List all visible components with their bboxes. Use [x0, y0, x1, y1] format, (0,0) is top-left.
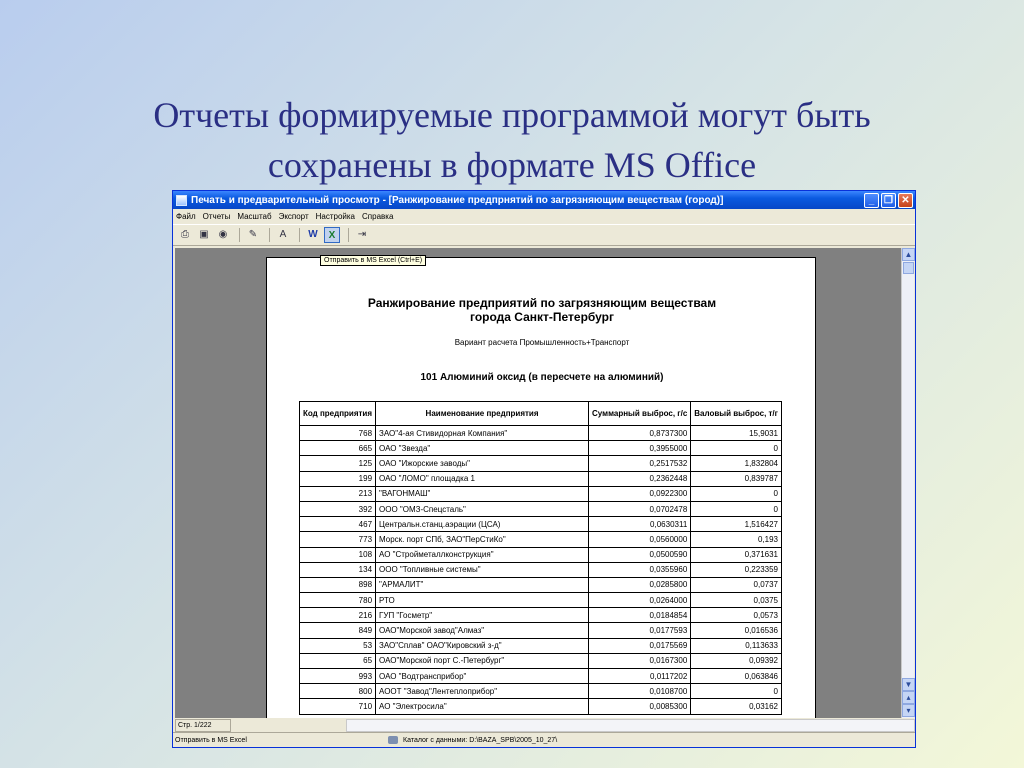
- cell-code: 898: [300, 577, 376, 592]
- preview-window: [172, 190, 916, 748]
- report-substance: 101 Алюминий оксид (в пересчете на алюминий): [420, 372, 664, 383]
- table-row: [300, 471, 782, 486]
- cell-code: 710: [300, 699, 376, 714]
- minimize-button[interactable]: _: [864, 193, 879, 208]
- cell-total: 0,0085300: [589, 699, 691, 714]
- table-row: [300, 426, 782, 441]
- cell-gross: 0,113633: [691, 638, 782, 653]
- cell-gross: 0,016536: [691, 623, 782, 638]
- cell-gross: 0: [691, 501, 782, 516]
- database-icon: [388, 736, 398, 744]
- cell-name: РТО: [376, 593, 589, 608]
- table-row: [300, 699, 782, 714]
- cell-gross: 0,0375: [691, 593, 782, 608]
- table-row: [300, 501, 782, 516]
- cell-name: "ВАГОНМАШ": [376, 486, 589, 501]
- toolbar: [173, 224, 915, 246]
- cell-name: ООО "ОМЗ-Спецсталь": [376, 501, 589, 516]
- col-header-code: Код предприятия: [300, 402, 376, 426]
- binoculars-icon[interactable]: ◉: [218, 229, 228, 240]
- slide-title-line2: сохранены в формате MS Office: [267, 145, 757, 185]
- menu-help[interactable]: Справка: [362, 212, 394, 221]
- cell-code: 993: [300, 669, 376, 684]
- cell-total: 0,0177593: [589, 623, 691, 638]
- menu-reports[interactable]: Отчеты: [202, 212, 231, 221]
- table-row: [300, 486, 782, 501]
- menu-file[interactable]: Файл: [176, 212, 196, 221]
- excel-export-icon[interactable]: X: [324, 227, 340, 243]
- status-catalog: [388, 736, 557, 744]
- col-header-total: Суммарный выброс, г/с: [589, 402, 691, 426]
- cell-gross: 0,839787: [691, 471, 782, 486]
- cell-name: ОАО"Морской порт С.-Петербург": [376, 653, 589, 668]
- report-page: [266, 257, 816, 718]
- cell-total: 0,0702478: [589, 501, 691, 516]
- cell-code: 216: [300, 608, 376, 623]
- cell-code: 665: [300, 441, 376, 456]
- cell-name: ЗАО"4-ая Стивидорная Компания": [376, 426, 589, 441]
- close-button[interactable]: ✕: [898, 193, 913, 208]
- toolbar-separator: [348, 228, 349, 242]
- cell-total: 0,8737300: [589, 426, 691, 441]
- exit-icon[interactable]: ⇥: [357, 229, 367, 240]
- cell-code: 800: [300, 684, 376, 699]
- status-hint: Отправить в MS Excel: [175, 736, 247, 744]
- table-row: [300, 441, 782, 456]
- cell-total: 0,3955000: [589, 441, 691, 456]
- cell-name: АО "Электросила": [376, 699, 589, 714]
- table-row: [300, 547, 782, 562]
- menubar: [173, 209, 915, 224]
- report-variant: Вариант расчета Промышленность+Транспорт: [454, 338, 630, 347]
- window-title: Печать и предварительный просмотр - [Ранжирование предпрнятий по загрязняющим веществам (город)]: [191, 194, 724, 206]
- cell-gross: 0,063846: [691, 669, 782, 684]
- report-title-line2: города Санкт-Петербург: [469, 310, 615, 324]
- cell-total: 0,0630311: [589, 517, 691, 532]
- report-table: [299, 401, 782, 715]
- cell-code: 125: [300, 456, 376, 471]
- cell-gross: 0,03162: [691, 699, 782, 714]
- cell-gross: 0,223359: [691, 562, 782, 577]
- cell-name: ОАО "Ижорские заводы": [376, 456, 589, 471]
- excel-tooltip: Отправить в MS Excel (Ctrl+E): [320, 255, 426, 266]
- preview-area[interactable]: [175, 248, 901, 718]
- cell-total: 0,0500590: [589, 547, 691, 562]
- font-icon[interactable]: A: [279, 229, 287, 240]
- page-up-button[interactable]: ▴: [902, 691, 915, 704]
- cell-gross: 15,9031: [691, 426, 782, 441]
- cell-total: 0,0560000: [589, 532, 691, 547]
- cell-gross: 0,0573: [691, 608, 782, 623]
- cell-name: ОАО "Звезда": [376, 441, 589, 456]
- cell-gross: 0,193: [691, 532, 782, 547]
- cell-name: Центральн.станц.аэрации (ЦСА): [376, 517, 589, 532]
- table-row: [300, 577, 782, 592]
- cell-name: ООО "Топливные системы": [376, 562, 589, 577]
- table-row: [300, 593, 782, 608]
- app-icon: [176, 195, 187, 206]
- cell-name: ОАО "ЛОМО" площадка 1: [376, 471, 589, 486]
- table-row: [300, 684, 782, 699]
- cell-code: 65: [300, 653, 376, 668]
- cell-total: 0,0264000: [589, 593, 691, 608]
- restore-button[interactable]: ❐: [881, 193, 896, 208]
- cell-code: 108: [300, 547, 376, 562]
- cell-name: "АРМАЛИТ": [376, 577, 589, 592]
- toolbar-separator: [269, 228, 270, 242]
- menu-zoom[interactable]: Масштаб: [237, 212, 272, 221]
- edit-icon[interactable]: ✎: [248, 229, 258, 240]
- horizontal-scrollbar[interactable]: [346, 719, 915, 732]
- cell-total: 0,0285800: [589, 577, 691, 592]
- cell-code: 768: [300, 426, 376, 441]
- vertical-scrollbar[interactable]: [901, 248, 914, 718]
- preview-icon[interactable]: ▣: [199, 229, 209, 240]
- print-icon[interactable]: ⎙: [181, 229, 189, 240]
- bottom-scroll-row: [175, 718, 915, 732]
- cell-code: 392: [300, 501, 376, 516]
- table-row: [300, 532, 782, 547]
- word-export-icon[interactable]: W: [308, 229, 318, 240]
- scroll-thumb[interactable]: [903, 262, 914, 274]
- col-header-name: Наименование предприятия: [376, 402, 589, 426]
- cell-code: 773: [300, 532, 376, 547]
- cell-total: 0,2517532: [589, 456, 691, 471]
- table-row: [300, 623, 782, 638]
- cell-gross: 0: [691, 684, 782, 699]
- cell-gross: 0: [691, 441, 782, 456]
- cell-total: 0,2362448: [589, 471, 691, 486]
- cell-total: 0,0108700: [589, 684, 691, 699]
- cell-name: ОАО "Водтрансприбор": [376, 669, 589, 684]
- cell-total: 0,0167300: [589, 653, 691, 668]
- status-catalog-text: Каталог с данными: D:\BAZA_SPB\2005_10_27\: [403, 736, 558, 744]
- slide-title: [0, 90, 1024, 190]
- table-row: [300, 517, 782, 532]
- table-row: [300, 653, 782, 668]
- scroll-up-button[interactable]: ▲: [902, 248, 915, 261]
- cell-code: 849: [300, 623, 376, 638]
- col-header-gross: Валовый выброс, т/г: [691, 402, 782, 426]
- table-row: [300, 456, 782, 471]
- table-row: [300, 608, 782, 623]
- table-row: [300, 638, 782, 653]
- table-header-row: [300, 402, 782, 426]
- slide-title-line1: Отчеты формируемые программой могут быть: [153, 95, 871, 135]
- menu-export[interactable]: Экспорт: [278, 212, 309, 221]
- cell-name: ГУП "Госметр": [376, 608, 589, 623]
- statusbar: [173, 732, 915, 747]
- cell-code: 780: [300, 593, 376, 608]
- report-title-line1: Ранжирование предприятий по загрязняющим веществам: [367, 296, 717, 310]
- cell-total: 0,0922300: [589, 486, 691, 501]
- cell-gross: 1,832804: [691, 456, 782, 471]
- scroll-down-button[interactable]: ▼: [902, 678, 915, 691]
- table-body: [300, 426, 782, 715]
- page-down-button[interactable]: ▾: [902, 704, 915, 717]
- cell-code: 53: [300, 638, 376, 653]
- cell-name: ЗАО"Сплав" ОАО"Кировский з-д": [376, 638, 589, 653]
- report-title: [267, 296, 817, 324]
- cell-total: 0,0175569: [589, 638, 691, 653]
- cell-name: АО "Стройметаллконструкция": [376, 547, 589, 562]
- table-row: [300, 562, 782, 577]
- cell-gross: 0,371631: [691, 547, 782, 562]
- cell-code: 467: [300, 517, 376, 532]
- toolbar-separator: [299, 228, 300, 242]
- cell-total: 0,0184854: [589, 608, 691, 623]
- cell-gross: 0,09392: [691, 653, 782, 668]
- menu-settings[interactable]: Настройка: [315, 212, 356, 221]
- cell-gross: 0: [691, 486, 782, 501]
- cell-gross: 0,0737: [691, 577, 782, 592]
- cell-name: ОАО"Морской завод"Алмаз": [376, 623, 589, 638]
- page-indicator: Стр. 1/222: [175, 719, 231, 732]
- toolbar-separator: [239, 228, 240, 242]
- cell-total: 0,0117202: [589, 669, 691, 684]
- cell-name: Морск. порт СПб, ЗАО"ПерСтиКо": [376, 532, 589, 547]
- table-row: [300, 669, 782, 684]
- cell-code: 213: [300, 486, 376, 501]
- cell-name: АООТ "Завод"Лентеплоприбор": [376, 684, 589, 699]
- cell-total: 0,0355960: [589, 562, 691, 577]
- cell-code: 199: [300, 471, 376, 486]
- cell-gross: 1,516427: [691, 517, 782, 532]
- cell-code: 134: [300, 562, 376, 577]
- window-titlebar[interactable]: [173, 191, 915, 209]
